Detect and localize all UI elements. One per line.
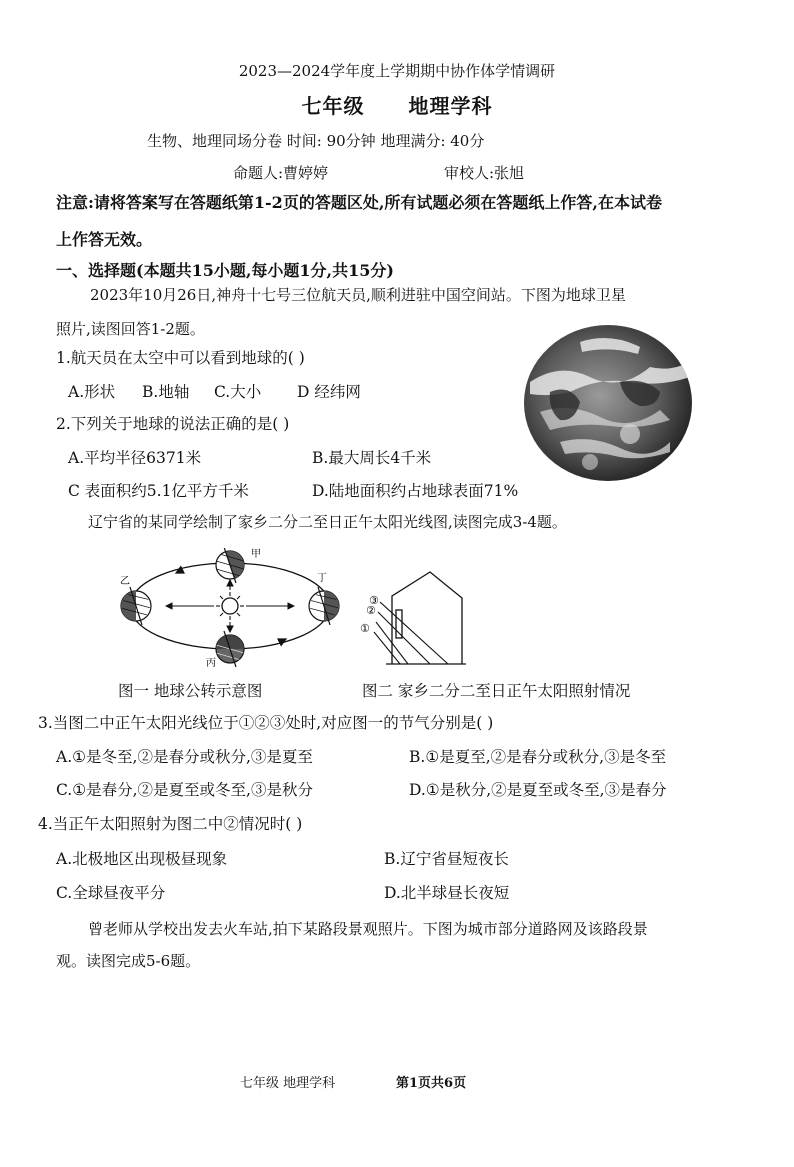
intro-1-2-line-2: 照片,读图回答1-2题。: [56, 320, 205, 338]
q1-option-b: B.地轴: [142, 383, 190, 401]
question-4-stem: 4.当正午太阳照射为图二中②情况时( ): [38, 815, 303, 833]
q3-option-c: C.①是春分,②是夏至或冬至,③是秋分: [56, 781, 313, 799]
figure-1-revolution-diagram: [112, 548, 352, 670]
footer-subject: 七年级 地理学科: [240, 1076, 336, 1091]
intro-5-6-line-2: 观。读图完成5-6题。: [56, 952, 201, 970]
earth-ding-icon: [309, 587, 339, 625]
intro-5-6-line-1: 曾老师从学校出发去火车站,拍下某路段景观照片。下图为城市部分道路网及该路段景: [88, 920, 648, 938]
q3-option-a: A.①是冬至,②是春分或秋分,③是夏至: [56, 748, 313, 766]
ray-label-1: ①: [360, 622, 370, 635]
q4-option-b: B.辽宁省昼短夜长: [384, 850, 509, 868]
q4-option-d: D.北半球昼长夜短: [384, 884, 510, 902]
q4-option-c: C.全球昼夜平分: [56, 884, 166, 902]
question-2-stem: 2.下列关于地球的说法正确的是( ): [56, 415, 290, 433]
question-1-stem: 1.航天员在太空中可以看到地球的( ): [56, 349, 305, 367]
grade-label: 七年级: [301, 94, 365, 118]
q1-option-c: C.大小: [214, 383, 262, 401]
q1-option-a: A.形状: [68, 383, 116, 401]
notice-line-1: 注意:请将答案写在答题纸第1-2页的答题区处,所有试题必须在答题纸上作答,在本试卷: [56, 193, 662, 212]
reviewer-label: 审校人:张旭: [444, 164, 525, 182]
label-jia: 甲: [251, 549, 261, 560]
q2-option-a: A.平均半径6371米: [68, 449, 202, 467]
intro-1-2-line-1: 2023年10月26日,神舟十七号三位航天员,顺利进驻中国空间站。下图为地球卫星: [90, 286, 626, 304]
earth-satellite-photo: [520, 322, 696, 484]
author-label: 命题人:曹婷婷: [233, 164, 329, 182]
q2-option-c: C 表面积约5.1亿平方千米: [68, 482, 249, 500]
earth-bing-icon: [216, 631, 244, 667]
footer-page-number: 第1页共6页: [396, 1076, 467, 1091]
sun-icon: [216, 592, 244, 620]
subject-line: [0, 90, 794, 119]
ray-label-2: ②: [366, 604, 376, 617]
q2-option-d: D.陆地面积约占地球表面71%: [312, 482, 519, 500]
intro-3-4: 辽宁省的某同学绘制了家乡二分二至日正午太阳光线图,读图完成3-4题。: [88, 513, 567, 531]
figure-2-sunlight-house: [356, 568, 468, 668]
label-bing: 丙: [206, 658, 216, 669]
ray-label-3: ③: [369, 594, 379, 607]
notice-line-2: 上作答无效。: [56, 230, 153, 249]
earth-jia-icon: [216, 548, 248, 583]
q1-option-d: D 经纬网: [297, 383, 361, 401]
exam-info-line: 生物、地理同场分卷 时间: 90分钟 地理满分: 40分: [147, 132, 485, 150]
section-heading: 一、选择题(本题共15小题,每小题1分,共15分): [56, 261, 394, 280]
figure-2-caption: 图二 家乡二分二至日正午太阳照射情况: [362, 682, 631, 700]
earth-yi-icon: [121, 587, 151, 625]
question-3-stem: 3.当图二中正午太阳光线位于①②③处时,对应图一的节气分别是( ): [38, 714, 494, 732]
q4-option-a: A.北极地区出现极昼现象: [56, 850, 228, 868]
q2-option-b: B.最大周长4千米: [312, 449, 432, 467]
figure-1-caption: 图一 地球公转示意图: [118, 682, 263, 700]
label-ding: 丁: [317, 573, 327, 584]
exam-title: 2023—2024学年度上学期期中协作体学情调研: [238, 62, 556, 80]
q3-option-d: D.①是秋分,②是夏至或冬至,③是春分: [409, 781, 667, 799]
q3-option-b: B.①是夏至,②是春分或秋分,③是冬至: [409, 748, 667, 766]
label-yi: 乙: [120, 576, 130, 587]
subject-label: 地理学科: [408, 94, 493, 118]
